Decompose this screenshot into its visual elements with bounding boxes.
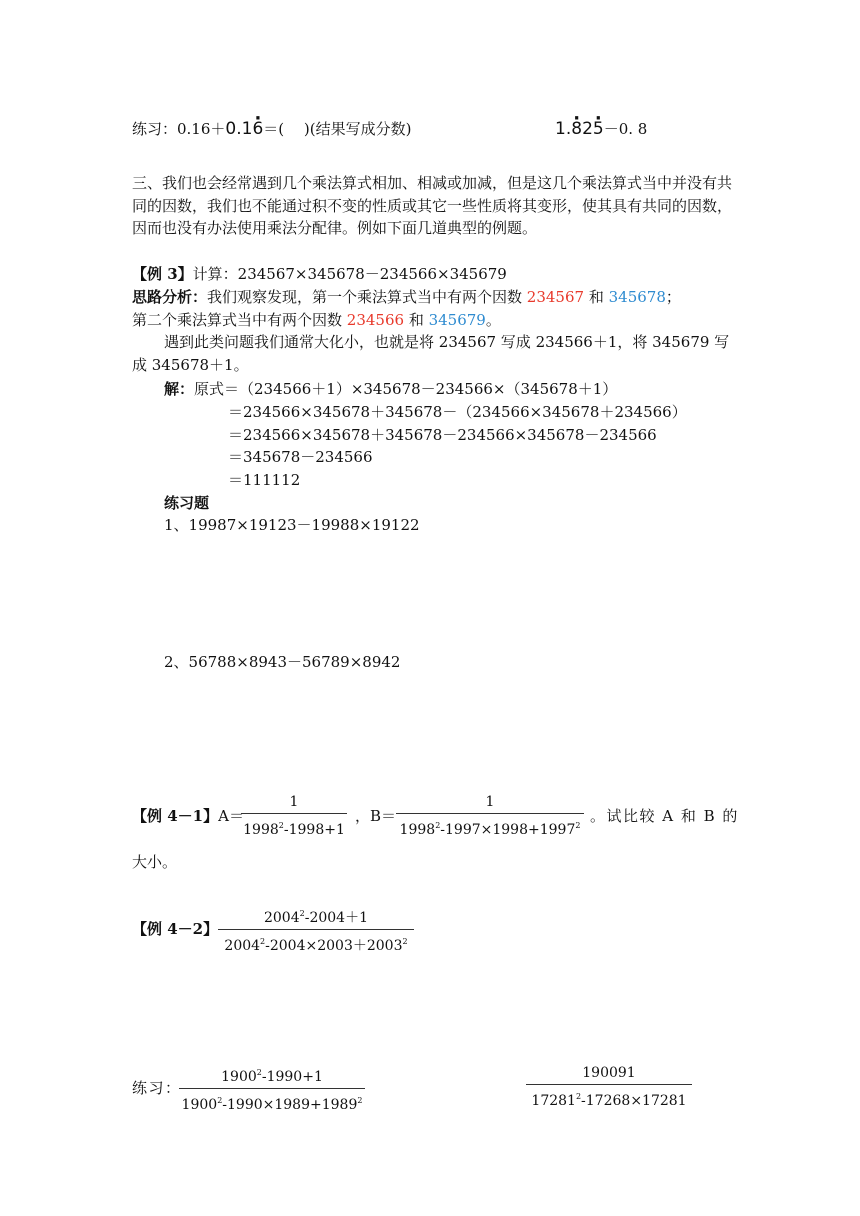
factor-234566: 234566 [346, 310, 405, 329]
base: 1900 [181, 1097, 218, 1113]
fraction-a-numerator: 1 [241, 793, 347, 814]
practice-expression-2 [555, 118, 647, 139]
fraction-practice-1 [179, 1064, 365, 1114]
analysis-label: 思路分析： [132, 288, 208, 306]
solution-step: ＝234566×345678＋345678－（234566×345678＋234566） [228, 403, 687, 421]
factor-234567: 234567 [526, 288, 585, 306]
solution-label: 解： [164, 380, 195, 398]
analysis-text-b: 第二个乘法算式当中有两个因数 [132, 310, 347, 329]
fraction-practice-2-numerator: 190091 [526, 1064, 692, 1085]
solution-step: ＝345678－234566 [228, 448, 373, 466]
equals-paren: ＝( [263, 120, 285, 138]
exponent: 2 [299, 909, 305, 918]
fraction-42-numerator [218, 905, 414, 930]
repeating-digit-end: · 5 [593, 119, 604, 139]
practice-line-1 [132, 118, 411, 139]
base: 1900 [221, 1069, 257, 1085]
rest: -17268×17281 [581, 1093, 687, 1109]
period: 。 [485, 310, 501, 329]
and-2: 和 [404, 310, 429, 329]
fraction-practice-1-denominator [176, 1089, 369, 1114]
solution-step: 原式＝（234566＋1）×345678－234566×（345678＋1） [194, 380, 618, 398]
practice-suffix: )(结果写成分数) [303, 120, 412, 138]
factor-345679: 345679 [428, 310, 486, 329]
example3-heading [132, 263, 507, 284]
answer-blank[interactable] [284, 120, 304, 138]
exponent: 2 [217, 1096, 223, 1105]
rest: -1998+1 [283, 822, 345, 838]
exponent: 2 [575, 821, 581, 830]
exponent: 2 [278, 821, 284, 830]
fraction-42-denominator [218, 930, 413, 955]
example41-label: 【例 4－1】 [132, 807, 219, 825]
example3-text: 计算：234567×345678－234566×345679 [192, 265, 507, 283]
example41-tail: 。试比较 A 和 B 的 [590, 807, 739, 825]
base: 1998 [399, 822, 436, 838]
rest: -2004×2003＋2003 [265, 938, 403, 954]
repeating-digit: · 6 [252, 119, 263, 139]
practice-prefix: 练习：0.16＋ [132, 120, 226, 138]
b-equals: ，B＝ [355, 807, 397, 825]
solution-line-1 [164, 378, 617, 399]
example3-analysis [132, 286, 732, 331]
decimal-whole: 1. [555, 119, 572, 139]
section3-paragraph: 三、我们也会经常遇到几个乘法算式相加、相减或加减，但是这几个乘法算式当中并没有共同的因数，我们也不能通过积不变的性质或其它一些性质将其变形，使其具有共同的因数，因而也没有办法使用乘法分配律。例如下面几道典型的例题。 [132, 174, 733, 237]
solution-step: ＝111112 [228, 471, 301, 489]
rest: -1990×1989+1989 [222, 1097, 358, 1113]
factor-345678: 345678 [608, 288, 666, 306]
repeating-decimal-2 [555, 119, 604, 139]
example3-para2: 遇到此类问题我们通常大化小，也就是将 234567 写成 234566＋1，将 345679 写成 345678＋1。 [132, 333, 730, 374]
fraction-a-denominator [237, 814, 351, 839]
solution-step: ＝234566×345678＋345678－234566×345678－234566 [228, 426, 657, 444]
example41-tail2: 大小。 [132, 853, 178, 871]
base: 17281 [531, 1093, 576, 1109]
fraction-a [241, 793, 347, 839]
fraction-b-numerator: 1 [396, 793, 584, 814]
repeating-digit-start: · 8 [571, 119, 582, 139]
example3-label: 【例 3】 [132, 265, 193, 283]
base: 2004 [224, 938, 261, 954]
minus-term: －0. 8 [603, 120, 648, 138]
fraction-b [396, 793, 584, 839]
exponent: 2 [357, 1096, 363, 1105]
exponent: 2 [435, 821, 441, 830]
exponent: 2 [575, 1092, 582, 1101]
practice-end-label: 练习： [132, 1079, 182, 1097]
rest: -2004＋1 [304, 910, 368, 926]
example42-label: 【例 4－2】 [132, 920, 219, 938]
rest: -1997×1998+1997 [440, 822, 576, 838]
fraction-b-denominator [394, 814, 587, 839]
fraction-42 [218, 905, 414, 955]
repeating-decimal [225, 119, 263, 139]
fraction-practice-1-numerator [179, 1064, 365, 1089]
base: 1998 [243, 822, 279, 838]
rest: -1990+1 [261, 1069, 323, 1085]
exponent: 2 [402, 937, 408, 946]
practice-item-1: 1、19987×19123－19988×19122 [164, 516, 420, 534]
a-equals: A＝ [218, 807, 244, 825]
and-1: 和 [584, 288, 609, 306]
analysis-text-a: 我们观察发现，第一个乘法算式当中有两个因数 [207, 288, 527, 306]
fraction-practice-2 [526, 1064, 692, 1110]
semicolon: ； [665, 288, 681, 306]
decimal-middle: 2 [582, 119, 593, 139]
exponent: 2 [256, 1068, 262, 1077]
practice-item-2: 2、56788×8943－56789×8942 [164, 653, 401, 671]
practice-title: 练习题 [164, 494, 210, 512]
fraction-practice-2-denominator [525, 1085, 692, 1110]
exponent: 2 [260, 937, 266, 946]
example41-label-row [132, 805, 244, 826]
decimal-part: 0.1 [225, 119, 253, 139]
base: 2004 [263, 910, 300, 926]
